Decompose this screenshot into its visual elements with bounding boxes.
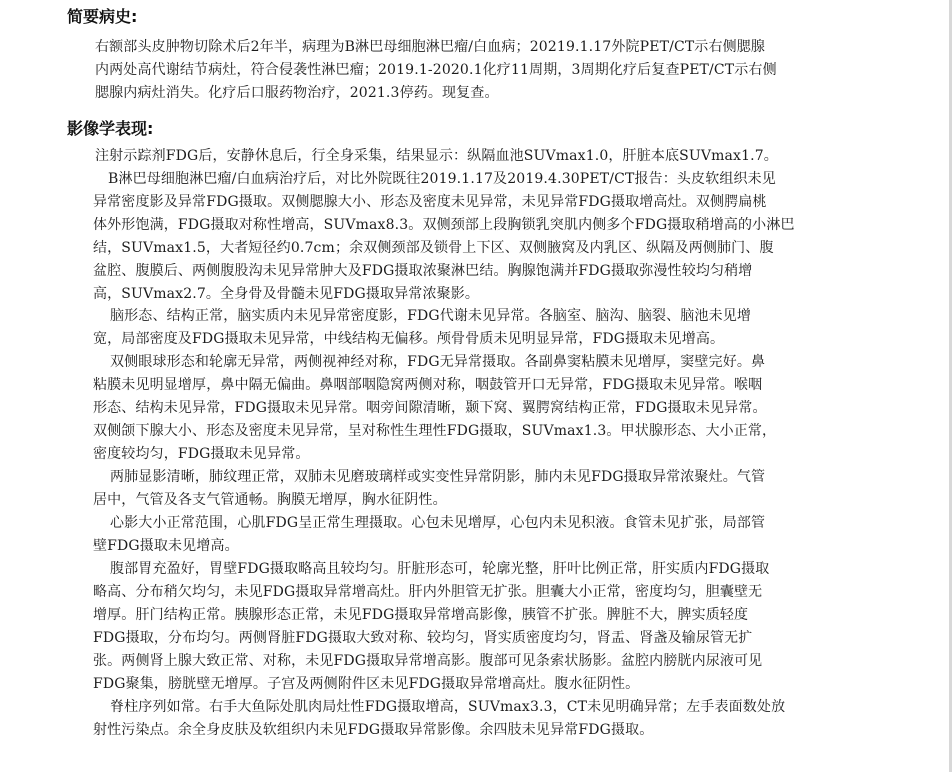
imaging-line: 高，SUVmax2.7。全身骨及骨髓未见FDG摄取异常浓聚影。 bbox=[93, 286, 480, 302]
imaging-line: 增厚。肝门结构正常。胰腺形态正常，未见FDG摄取异常增高影像，胰管不扩张。脾脏不大，脾实质轻度 bbox=[93, 607, 749, 623]
history-line: 右额部头皮肿物切除术后2年半，病理为B淋巴母细胞淋巴瘤/白血病；20219.1.17外院PET/CT示右侧腮腺 bbox=[95, 39, 766, 55]
imaging-line: 异常密度影及异常FDG摄取。双侧腮腺大小、形态及密度未见异常，未见异常FDG摄取增高灶。双侧腭扁桃 bbox=[93, 194, 767, 210]
imaging-line: 两肺显影清晰，肺纹理正常，双肺未见磨玻璃样或实变性异常阴影，肺内未见FDG摄取异常浓聚灶。气管 bbox=[110, 469, 766, 485]
imaging-line: 心影大小正常范围，心肌FDG呈正常生理摄取。心包未见增厚，心包内未见积液。食管未见扩张，局部管 bbox=[110, 515, 766, 531]
imaging-line: 双侧眼球形态和轮廓无异常，两侧视神经对称，FDG无异常摄取。各副鼻窦粘膜未见增厚，窦壁完好。鼻 bbox=[110, 354, 766, 370]
imaging-line: 腹部胃充盈好，胃壁FDG摄取略高且较均匀。肝脏形态可，轮廓光整，肝叶比例正常，肝实质内FDG摄取 bbox=[110, 561, 770, 577]
imaging-line: 体外形饱满，FDG摄取对称性增高，SUVmax8.3。双侧颈部上段胸锁乳突肌内侧多个FDG摄取稍增高的小淋巴 bbox=[93, 217, 795, 233]
imaging-line: B淋巴母细胞淋巴瘤/白血病治疗后，对比外院既往2019.1.17及2019.4.30PET/CT报告：头皮软组织未见 bbox=[108, 171, 776, 187]
imaging-line: 壁FDG摄取未见增高。 bbox=[93, 538, 239, 554]
history-line: 腮腺内病灶消失。化疗后口服药物治疗，2021.3停药。现复查。 bbox=[95, 85, 499, 101]
history-line: 内两处高代谢结节病灶，符合侵袭性淋巴瘤；2019.1-2020.1化疗11周期，3周期化疗后复查PET/CT示右侧 bbox=[95, 62, 777, 78]
imaging-line: 粘膜未见明显增厚，鼻中隔无偏曲。鼻咽部咽隐窝两侧对称，咽鼓管开口无异常，FDG摄取未见异常。喉咽 bbox=[93, 377, 763, 393]
imaging-line: FDG摄取，分布均匀。两侧肾脏FDG摄取大致对称、较均匀，肾实质密度均匀，肾盂、肾盏及输尿管无扩 bbox=[93, 630, 753, 646]
imaging-line: FDG聚集，膀胱壁无增厚。子宫及两侧附件区未见FDG摄取异常增高灶。腹水征阴性。 bbox=[93, 676, 640, 692]
imaging-line: 宽，局部密度及FDG摄取未见异常，中线结构无偏移。颅骨骨质未见明显异常，FDG摄取未见增高。 bbox=[93, 331, 725, 347]
imaging-line: 结，SUVmax1.5，大者短径约0.7cm；余双侧颈部及锁骨上下区、双侧腋窝及内乳区、纵隔及两侧肺门、腹 bbox=[93, 240, 774, 256]
imaging-line: 盆腔、腹膜后、两侧腹股沟未见异常肿大及FDG摄取浓聚淋巴结。胸腺饱满并FDG摄取弥漫性较均匀稍增 bbox=[93, 263, 753, 279]
imaging-line: 略高、分布稍欠均匀，未见FDG摄取异常增高灶。肝内外胆管无扩张。胆囊大小正常，密度均匀，胆囊壁无 bbox=[93, 584, 763, 600]
imaging-line: 注射示踪剂FDG后，安静休息后，行全身采集，结果显示：纵隔血池SUVmax1.0，肝脏本底SUVmax1.7。 bbox=[95, 148, 778, 164]
imaging-line: 形态、结构未见异常，FDG摄取未见异常。咽旁间隙清晰，颞下窝、翼腭窝结构正常，FDG摄取未见异常。 bbox=[93, 400, 767, 416]
imaging-line: 居中，气管及各支气管通畅。胸膜无增厚，胸水征阴性。 bbox=[93, 492, 447, 508]
imaging-line: 双侧颌下腺大小、形态及密度未见异常，呈对称性生理性FDG摄取，SUVmax1.3。甲状腺形态、大小正常， bbox=[93, 423, 777, 439]
history-heading: 简要病史: bbox=[67, 7, 138, 26]
imaging-line: 射性污染点。余全身皮肤及软组织内未见FDG摄取异常影像。余四肢未见异常FDG摄取。 bbox=[93, 722, 654, 738]
imaging-heading: 影像学表现: bbox=[67, 119, 154, 138]
imaging-line: 脑形态、结构正常，脑实质内未见异常密度影，FDG代谢未见异常。各脑室、脑沟、脑裂、脑池未见增 bbox=[110, 308, 752, 324]
imaging-line: 张。两侧肾上腺大致正常、对称，未见FDG摄取异常增高影。腹部可见条索状肠影。盆腔内膀胱内尿液可见 bbox=[93, 653, 763, 669]
imaging-line: 密度较均匀，FDG摄取未见异常。 bbox=[93, 446, 310, 462]
imaging-line: 脊柱序列如常。右手大鱼际处肌肉局灶性FDG摄取增高，SUVmax3.3，CT未见明确异常；左手表面数处放 bbox=[110, 699, 786, 715]
